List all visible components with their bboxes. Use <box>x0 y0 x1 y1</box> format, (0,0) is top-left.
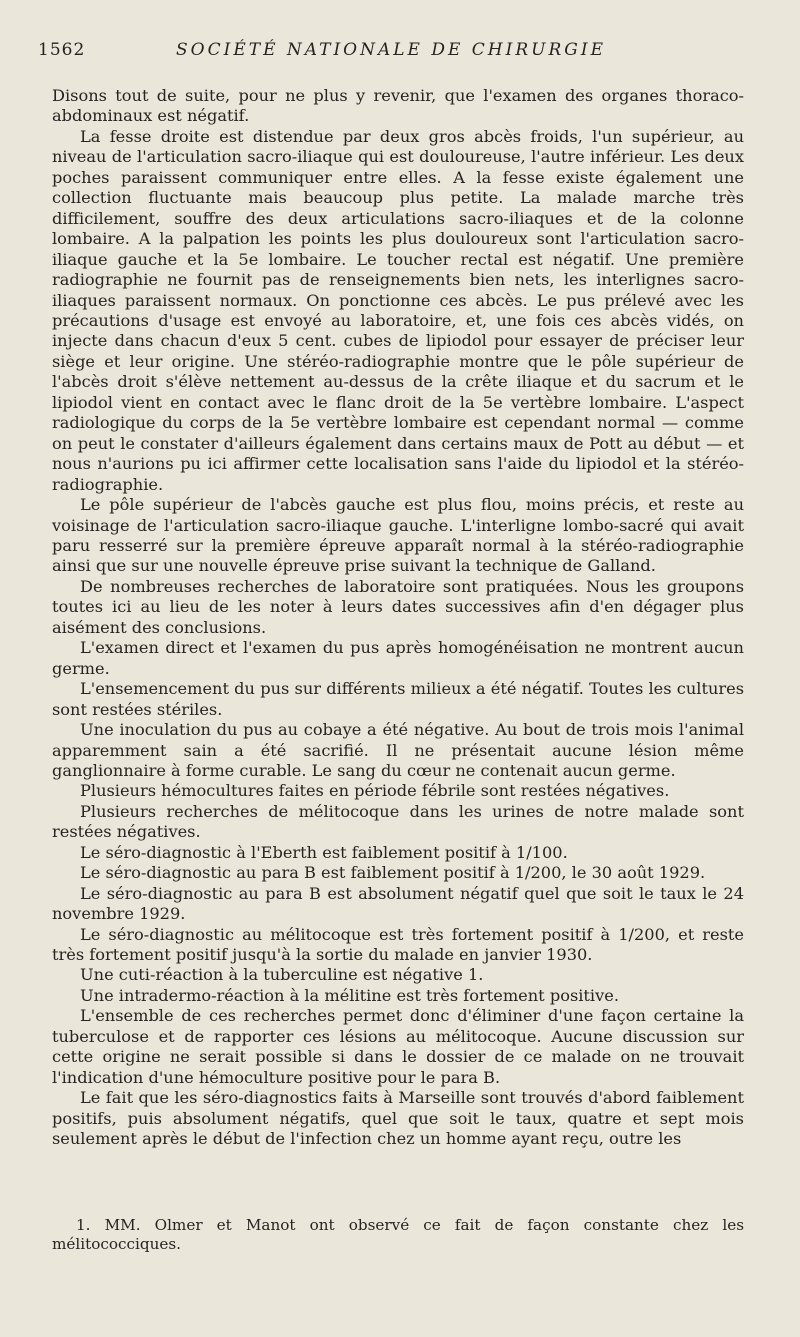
running-title: SOCIÉTÉ NATIONALE DE CHIRURGIE <box>176 40 606 60</box>
footnote <box>52 1216 744 1254</box>
paragraph: Le séro-diagnostic au para B est absolument négatif quel que soit le taux le 24 novembre 1929. <box>52 883 744 924</box>
body-text <box>52 86 744 1150</box>
footnote-text: 1. MM. Olmer et Manot ont observé ce fait de façon constante chez les mélitococciques. <box>52 1216 744 1253</box>
page-header <box>38 40 744 66</box>
page-number: 1562 <box>38 40 86 60</box>
paragraph: Disons tout de suite, pour ne plus y revenir, que l'examen des organes thoraco-abdominaux est négatif. <box>52 86 744 126</box>
paragraph: Plusieurs hémocultures faites en période fébrile sont restées négatives. <box>80 781 670 801</box>
paragraph: Le séro-diagnostic au mélitocoque est très fortement positif à 1/200, et reste très fortement positif jusqu'à la sortie du malade en janvier 1930. <box>52 924 744 965</box>
paragraph: Plusieurs recherches de mélitocoque dans les urines de notre malade sont restées négatives. <box>52 801 744 842</box>
paragraph: Le fait que les séro-diagnostics faits à Marseille sont trouvés d'abord faiblement positifs, puis absolument négatifs, quel que soit le taux, quatre et sept mois seulement après le début de l'infection chez un homme ayant reçu, outre les <box>52 1088 744 1149</box>
paragraph: La fesse droite est distendue par deux gros abcès froids, l'un supérieur, au niveau de l'articulation sacro-iliaque qui est douloureuse, l'autre inférieur. Les deux poches paraissent communiquer entre elles. A la fesse existe également une collection fluctuante mais beaucoup plus petite. La malade marche très difficilement, souffre des deux articulations sacro-iliaques et de la colonne lombaire. A la palpation les points les plus douloureux sont l'articulation sacro-iliaque gauche et la 5e lombaire. Le toucher rectal est négatif. Une première radiographie ne fournit pas de renseignements bien nets, les interlignes sacro-iliaques paraissent normaux. On ponctionne ces abcès. Le pus prélevé avec les précautions d'usage est envoyé au laboratoire, et, une fois ces abcès vidés, on injecte dans chacun d'eux 5 cent. cubes de lipiodol pour essayer de préciser leur siège et leur origine. Une stéréo-radiographie montre que le pôle supérieur de l'abcès droit s'élève nettement au-dessus de la crête iliaque et du sacrum et le lipiodol vient en contact avec le flanc droit de la 5e vertèbre lombaire. L'aspect radiologique du corps de la 5e vertèbre lombaire est cependant normal — comme on peut le constater d'ailleurs également dans certains maux de Pott au début — et nous n'aurions pu ici affirmer cette localisation sans l'aide du lipiodol et la stéréo-radiographie. <box>52 126 744 494</box>
paragraph: De nombreuses recherches de laboratoire sont pratiquées. Nous les groupons toutes ici au lieu de les noter à leurs dates successives afin d'en dégager plus aisément des conclusions. <box>52 576 744 637</box>
paragraph: L'ensemencement du pus sur différents milieux a été négatif. Toutes les cultures sont restées stériles. <box>52 679 744 719</box>
paragraph: Le pôle supérieur de l'abcès gauche est plus flou, moins précis, et reste au voisinage de l'articulation sacro-iliaque gauche. L'interligne lombo-sacré qui avait paru resserré sur la première épreuve apparaît normal à la stéréo-radiographie ainsi que sur une nouvelle épreuve prise suivant la technique de Galland. <box>52 495 744 576</box>
paragraph: Une inoculation du pus au cobaye a été négative. Au bout de trois mois l'animal apparemment sain a été sacrifié. Il ne présentait aucune lésion même ganglionnaire à forme curable. Le sang du cœur ne contenait aucun germe. <box>52 720 744 780</box>
paragraph: L'ensemble de ces recherches permet donc d'éliminer d'une façon certaine la tuberculose et de rapporter ces lésions au mélitocoque. Aucune discussion sur cette origine ne serait possible si dans le dossier de ce malade on ne trouvait l'indication d'une hémoculture positive pour le para B. <box>52 1006 744 1087</box>
paragraph: Une intradermo-réaction à la mélitine est très fortement positive. <box>80 985 619 1005</box>
paragraph: L'examen direct et l'examen du pus après homogénéisation ne montrent aucun germe. <box>52 638 744 678</box>
paragraph: Le séro-diagnostic à l'Eberth est faiblement positif à 1/100. <box>80 842 568 862</box>
paragraph: Une cuti-réaction à la tuberculine est négative 1. <box>80 965 484 985</box>
paragraph: Le séro-diagnostic au para B est faiblement positif à 1/200, le 30 août 1929. <box>80 863 706 883</box>
